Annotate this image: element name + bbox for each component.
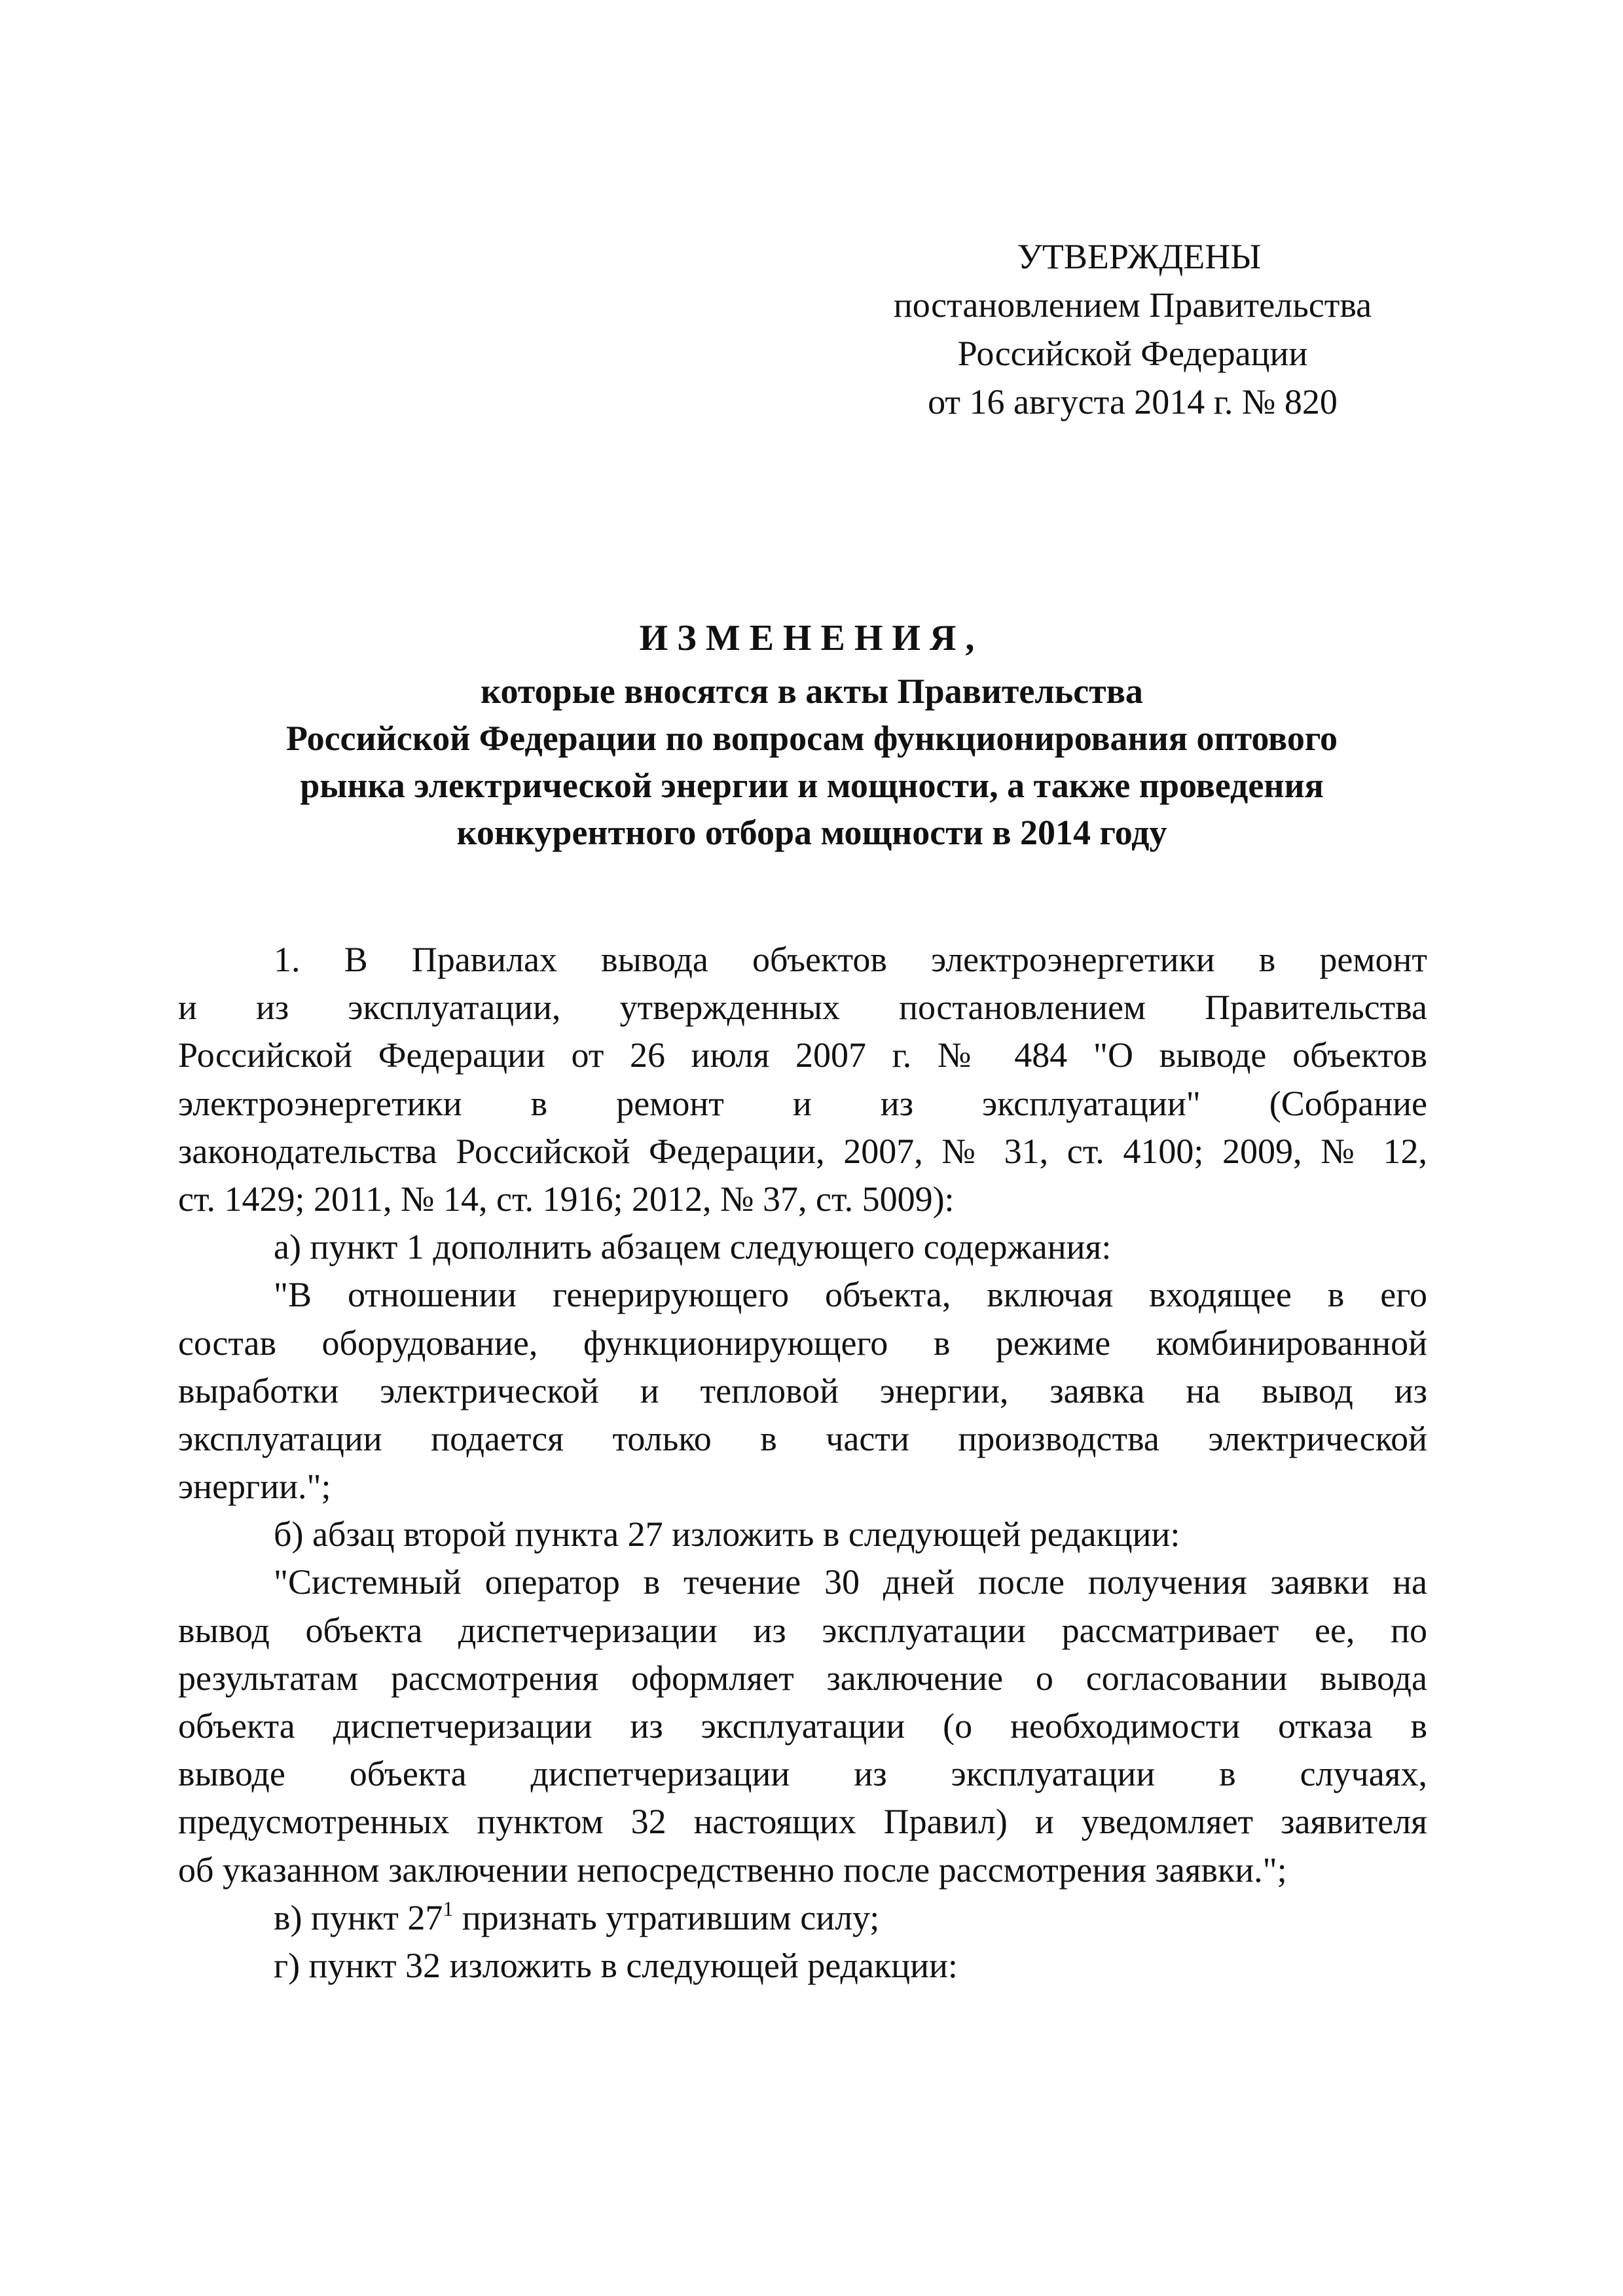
paragraph-1-line: Российской Федерации от 26 июля 2007 г. № 484 "О выводе объектов	[178, 1035, 1427, 1075]
paragraph-1-line: ст. 1429; 2011, № 14, ст. 1916; 2012, № 37, ст. 5009):	[178, 1179, 955, 1219]
item-v-text: в) пункт 27	[274, 1897, 443, 1937]
item-v	[178, 1894, 1427, 1942]
approval-line-3: от 16 августа 2014 г. № 820	[928, 382, 1338, 422]
paragraph-1-line: и из эксплуатации, утвержденных постановлением Правительства	[178, 988, 1427, 1028]
quote-1-line: энергии.";	[178, 1467, 331, 1507]
quote-2-line: "Системный оператор в течение 30 дней после получения заявки на	[274, 1562, 1427, 1602]
paragraph-1-line: законодательства Российской Федерации, 2007, № 31, ст. 4100; 2009, № 12,	[178, 1131, 1427, 1171]
paragraph-1-line: 1. В Правилах вывода объектов электроэнергетики в ремонт	[274, 940, 1427, 979]
document-body	[178, 936, 1427, 1990]
item-v-superscript: 1	[443, 1896, 454, 1920]
item-b: б) абзац второй пункта 27 изложить в следующей редакции:	[274, 1515, 1180, 1554]
item-g: г) пункт 32 изложить в следующей редакции:	[274, 1945, 958, 1985]
item-v-text-end: признать утратившим силу;	[453, 1897, 880, 1937]
quote-1-line: эксплуатации подается только в части производства электрической	[178, 1418, 1427, 1458]
quote-2-line: предусмотренных пунктом 32 настоящих Правил) и уведомляет заявителя	[178, 1802, 1427, 1842]
subtitle-line-1: которые вносятся в акты Правительства	[481, 672, 1143, 711]
approval-heading: УТВЕРЖДЕНЫ	[1017, 237, 1262, 276]
document-subtitle	[196, 668, 1427, 856]
approval-line-1: постановлением Правительства	[893, 285, 1372, 325]
quote-2-line: объекта диспетчеризации из эксплуатации (о необходимости отказа в	[178, 1706, 1427, 1746]
approval-line-2: Российской Федерации	[957, 334, 1308, 373]
approval-block	[838, 232, 1427, 426]
item-a: а) пункт 1 дополнить абзацем следующего содержания:	[274, 1227, 1112, 1267]
quote-1-line: выработки электрической и тепловой энергии, заявка на вывод из	[178, 1371, 1427, 1410]
quote-1-line: состав оборудование, функционирующего в режиме комбинированной	[178, 1323, 1427, 1363]
document-title: ИЗМЕНЕНИЯ,	[639, 618, 984, 658]
paragraph-1-line: электроэнергетики в ремонт и из эксплуатации" (Собрание	[178, 1083, 1427, 1123]
subtitle-line-4: конкурентного отбора мощности в 2014 году	[456, 813, 1167, 852]
quote-2-line: об указанном заключении непосредственно после рассмотрения заявки.";	[178, 1850, 1287, 1890]
quote-2-line: выводе объекта диспетчеризации из эксплуатации в случаях,	[178, 1754, 1427, 1794]
quote-1-line: "В отношении генерирующего объекта, включая входящее в его	[274, 1275, 1427, 1315]
subtitle-line-2: Российской Федерации по вопросам функционирования оптового	[285, 719, 1338, 758]
quote-2-line: вывод объекта диспетчеризации из эксплуатации рассматривает ее, по	[178, 1610, 1427, 1650]
quote-2-line: результатам рассмотрения оформляет заключение о согласовании вывода	[178, 1658, 1427, 1698]
subtitle-line-3: рынка электрической энергии и мощности, а также проведения	[300, 766, 1324, 805]
